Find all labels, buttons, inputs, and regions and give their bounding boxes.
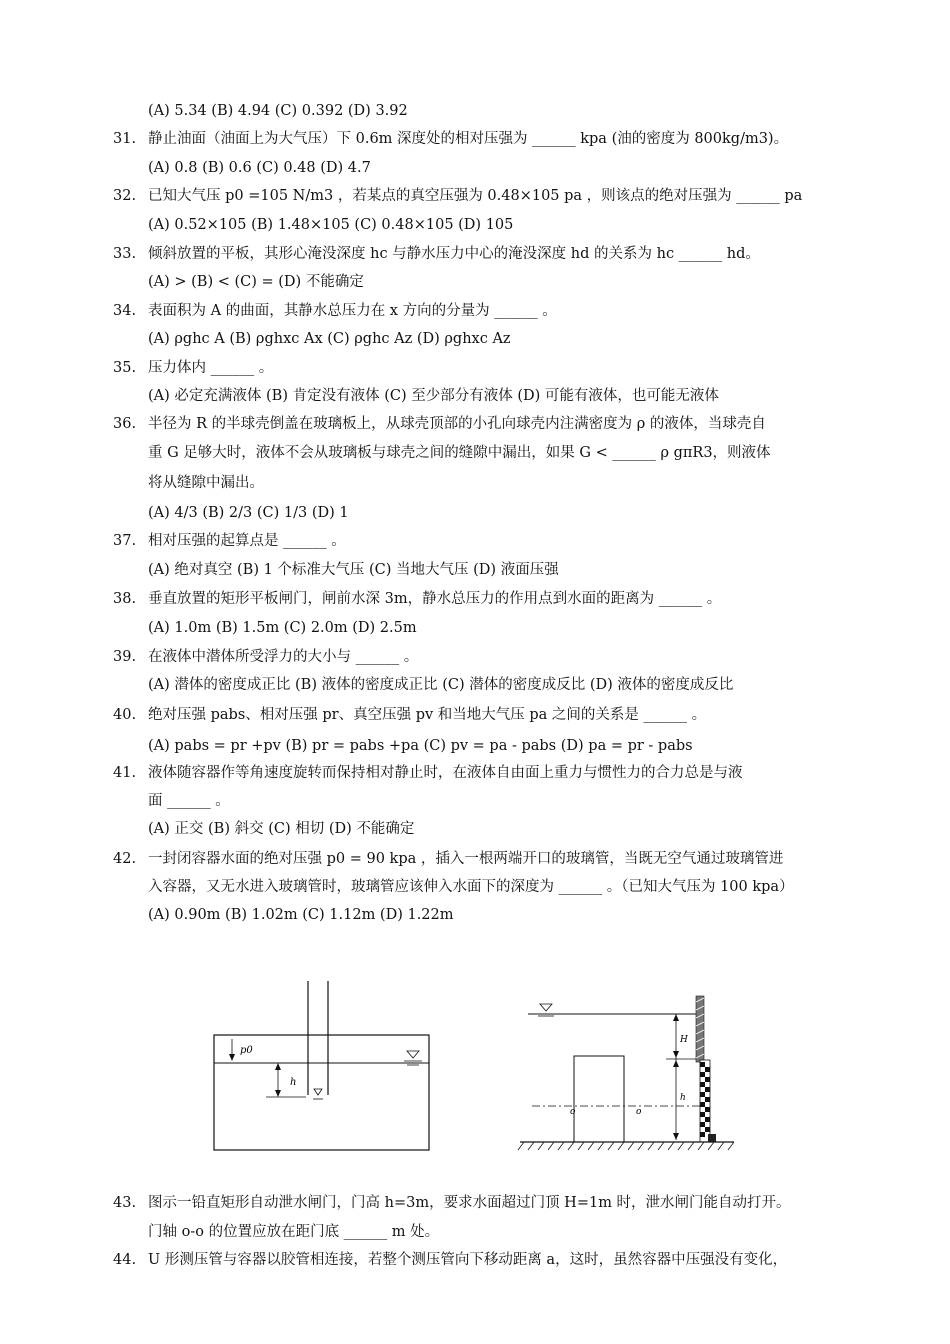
question-line: (A) 0.8 (B) 0.6 (C) 0.48 (D) 4.7 [148, 160, 371, 176]
question-text: 绝对压强 pabs、相对压强 pr、真空压强 pv 和当地大气压 pa 之间的关系是 ______ 。 [148, 707, 707, 723]
fig-right-o-left: o [570, 1107, 576, 1117]
fig-left-p0-label: p0 [240, 1045, 253, 1056]
question-text: 在液体中潜体所受浮力的大小与 ______ 。 [148, 649, 419, 665]
question-number: 41. [113, 765, 137, 781]
question-line: 入容器，又无水进入玻璃管时，玻璃管应该伸入水面下的深度为 ______ 。（已知大气压为 100 kpa） [148, 879, 794, 895]
question-number: 34. [113, 303, 137, 319]
question-line: (A) 0.90m (B) 1.02m (C) 1.12m (D) 1.22m [148, 907, 454, 923]
question-line: 将从缝隙中漏出。 [148, 475, 264, 491]
question-line: (A) 绝对真空 (B) 1 个标准大气压 (C) 当地大气压 (D) 液面压强 [148, 562, 559, 578]
question-line: (A) ρghc A (B) ρghxc Ax (C) ρghc Az (D) ρghxc Az [148, 331, 511, 347]
question-number: 33. [113, 246, 137, 262]
question-text: 一封闭容器水面的绝对压强 p0 = 90 kpa ，插入一根两端开口的玻璃管，当既无空气通过玻璃管进 [148, 851, 784, 867]
question-text: 液体随容器作等角速度旋转而保持相对静止时，在液体自由面上重力与惯性力的合力总是与液 [148, 765, 743, 781]
question-number: 39. [113, 649, 137, 665]
fig-right-o-right: o [636, 1107, 642, 1117]
fig-right-h-label: h [680, 1093, 686, 1103]
question-text: 已知大气压 p0 =105 N/m3 ，若某点的真空压强为 0.48×105 pa ，则该点的绝对压强为 ______ pa [148, 188, 803, 204]
question-number: 35. [113, 360, 137, 376]
question-number: 36. [113, 416, 137, 432]
question-line: (A) 必定充满液体 (B) 肯定没有液体 (C) 至少部分有液体 (D) 可能有液体，也可能无液体 [148, 388, 719, 404]
question-line: (A) 5.34 (B) 4.94 (C) 0.392 (D) 3.92 [148, 103, 408, 119]
question-line: (A) > (B) < (C) = (D) 不能确定 [148, 274, 364, 290]
question-text: 垂直放置的矩形平板闸门，闸前水深 3m，静水总压力的作用点到水面的距离为 ______ 。 [148, 591, 722, 607]
question-line: (A) 4/3 (B) 2/3 (C) 1/3 (D) 1 [148, 505, 349, 521]
question-text: U 形测压管与容器以胶管相连接，若整个测压管向下移动距离 a，这时，虽然容器中压强没有变化， [148, 1252, 788, 1268]
fig-right-H-label: H [680, 1035, 688, 1045]
question-text: 静止油面（油面上为大气压）下 0.6m 深度处的相对压强为 ______ kpa (油的密度为 800kg/m3)。 [148, 131, 789, 147]
question-number: 40. [113, 707, 137, 723]
question-number: 37. [113, 533, 137, 549]
fig-left-h-label: h [290, 1077, 297, 1088]
question-line: (A) 1.0m (B) 1.5m (C) 2.0m (D) 2.5m [148, 620, 417, 636]
question-line: 门轴 o-o 的位置应放在距门底 ______ m 处。 [148, 1224, 440, 1240]
question-number: 38. [113, 591, 137, 607]
question-number: 42. [113, 851, 137, 867]
figure-auto-gate [510, 990, 750, 1160]
question-number: 32. [113, 188, 137, 204]
question-line: 重 G 足够大时，液体不会从玻璃板与球壳之间的缝隙中漏出，如果 G < ______ ρ gπR3，则液体 [148, 445, 771, 461]
question-text: 倾斜放置的平板，其形心淹没深度 hc 与静水压力中心的淹没深度 hd 的关系为 hc ______ hd。 [148, 246, 760, 262]
question-text: 表面积为 A 的曲面，其静水总压力在 x 方向的分量为 ______ 。 [148, 303, 557, 319]
question-text: 半径为 R 的半球壳倒盖在玻璃板上，从球壳顶部的小孔向球壳内注满密度为 ρ 的液体，当球壳自 [148, 416, 766, 432]
question-text: 图示一铅直矩形自动泄水闸门，门高 h=3m，要求水面超过门顶 H=1m 时，泄水闸门能自动打开。 [148, 1195, 791, 1211]
question-text: 相对压强的起算点是 ______ 。 [148, 533, 346, 549]
question-line: (A) pabs = pr +pv (B) pr = pabs +pa (C) pv = pa - pabs (D) pa = pr - pabs [148, 738, 693, 754]
question-line: (A) 正交 (B) 斜交 (C) 相切 (D) 不能确定 [148, 821, 415, 837]
question-line: (A) 潜体的密度成正比 (B) 液体的密度成正比 (C) 潜体的密度成反比 (D) 液体的密度成反比 [148, 677, 734, 693]
question-number: 44. [113, 1252, 137, 1268]
figure-closed-container [200, 975, 440, 1155]
question-line: 面 ______ 。 [148, 793, 230, 809]
question-number: 43. [113, 1195, 137, 1211]
question-number: 31. [113, 131, 137, 147]
question-line: (A) 0.52×105 (B) 1.48×105 (C) 0.48×105 (D) 105 [148, 217, 514, 233]
question-text: 压力体内 ______ 。 [148, 360, 274, 376]
